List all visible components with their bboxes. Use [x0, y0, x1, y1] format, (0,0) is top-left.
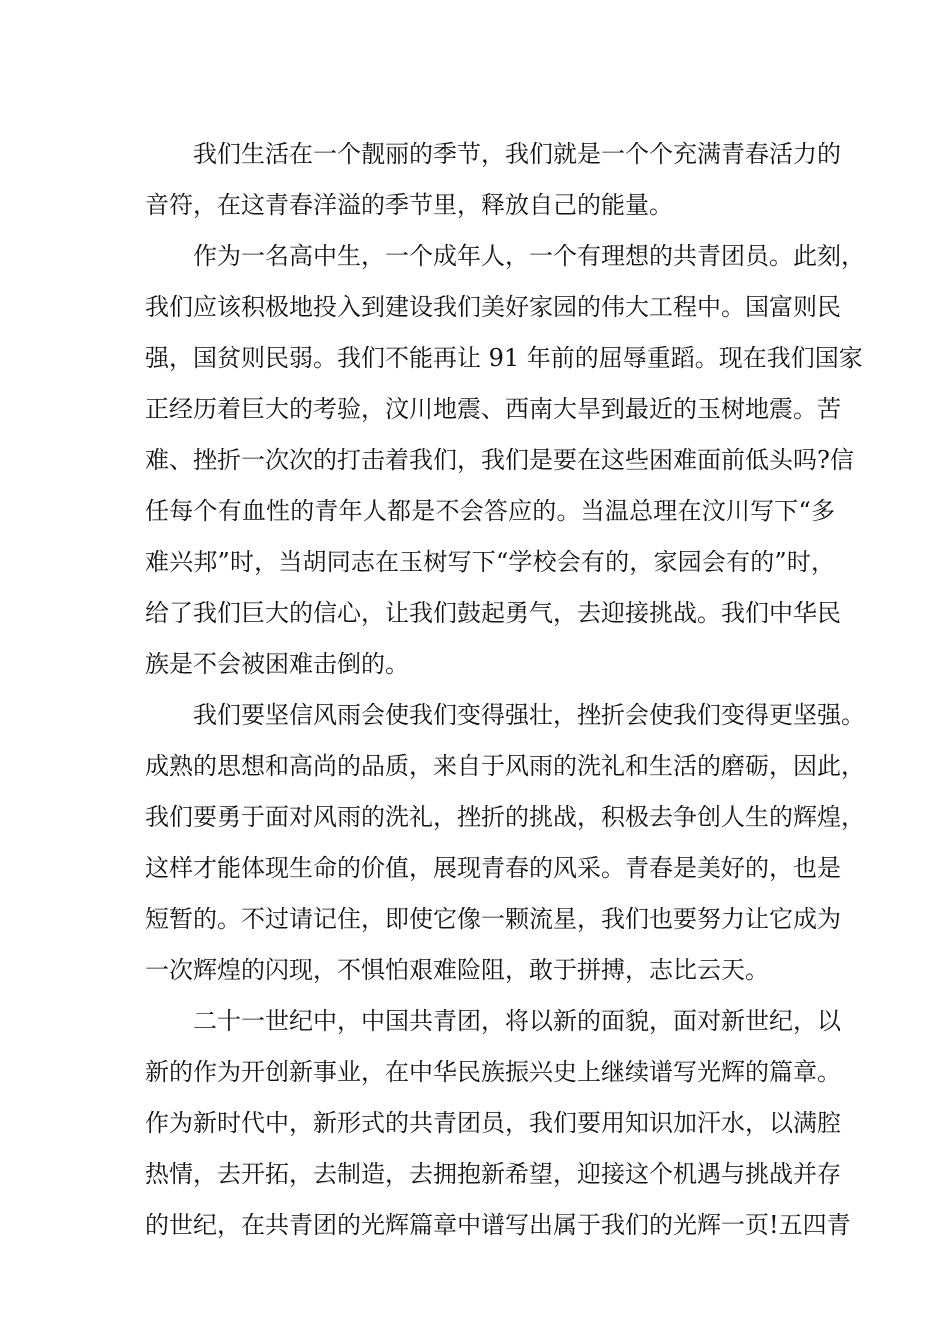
text-line: 的世纪，在共青团的光辉篇章中谱写出属于我们的光辉一页!五四青 — [145, 1211, 851, 1239]
document-body — [145, 129, 865, 1251]
text-line: 作为一名高中生，一个成年人，一个有理想的共青团员。此刻， — [193, 242, 865, 270]
text-line: 成熟的思想和高尚的品质，来自于风雨的洗礼和生活的磨砺，因此， — [145, 752, 865, 780]
text-line: 难兴邦”时，当胡同志在玉树写下“学校会有的，家园会有的”时， — [145, 548, 835, 576]
text-line: 任每个有血性的青年人都是不会答应的。当温总理在汶川写下“多 — [145, 497, 835, 525]
text-line: 正经历着巨大的考验，汶川地震、西南大旱到最近的玉树地震。苦 — [145, 395, 841, 423]
paragraph-4 — [145, 996, 851, 1251]
text-line: 一次辉煌的闪现，不惧怕艰难险阻，敢于拼搏，志比云天。 — [145, 956, 769, 984]
paragraph-1 — [145, 129, 841, 231]
text-line: 新的作为开创新事业，在中华民族振兴史上继续谱写光辉的篇章。 — [145, 1058, 841, 1086]
text-line: 热情，去开拓，去制造，去拥抱新希望，迎接这个机遇与挑战并存 — [145, 1160, 841, 1188]
text-line: 作为新时代中，新形式的共青团员，我们要用知识加汗水，以满腔 — [145, 1109, 841, 1137]
text-line: 短暂的。不过请记住，即使它像一颗流星，我们也要努力让它成为 — [145, 905, 841, 933]
text-line: 我们要坚信风雨会使我们变得强壮，挫折会使我们变得更坚强。 — [193, 701, 865, 729]
text-line: 这样才能体现生命的价值，展现青春的风采。青春是美好的，也是 — [145, 854, 841, 882]
text-line: 难、挫折一次次的打击着我们，我们是要在这些困难面前低头吗?信 — [145, 446, 854, 474]
paragraph-3 — [145, 690, 865, 996]
text-line: 给了我们巨大的信心，让我们鼓起勇气，去迎接挑战。我们中华民 — [145, 599, 841, 627]
text-line: 二十一世纪中，中国共青团，将以新的面貌，面对新世纪，以 — [193, 1007, 841, 1035]
text-line: 我们要勇于面对风雨的洗礼，挫折的挑战，积极去争创人生的辉煌， — [145, 803, 865, 831]
text-line: 强，国贫则民弱。我们不能再让 91 年前的屈辱重蹈。现在我们国家 — [145, 344, 863, 372]
paragraph-2 — [145, 231, 865, 690]
text-line: 我们应该积极地投入到建设我们美好家园的伟大工程中。国富则民 — [145, 293, 841, 321]
text-line: 音符，在这青春洋溢的季节里，释放自己的能量。 — [145, 191, 673, 219]
text-line: 我们生活在一个靓丽的季节，我们就是一个个充满青春活力的 — [193, 140, 841, 168]
text-line: 族是不会被困难击倒的。 — [145, 650, 409, 678]
